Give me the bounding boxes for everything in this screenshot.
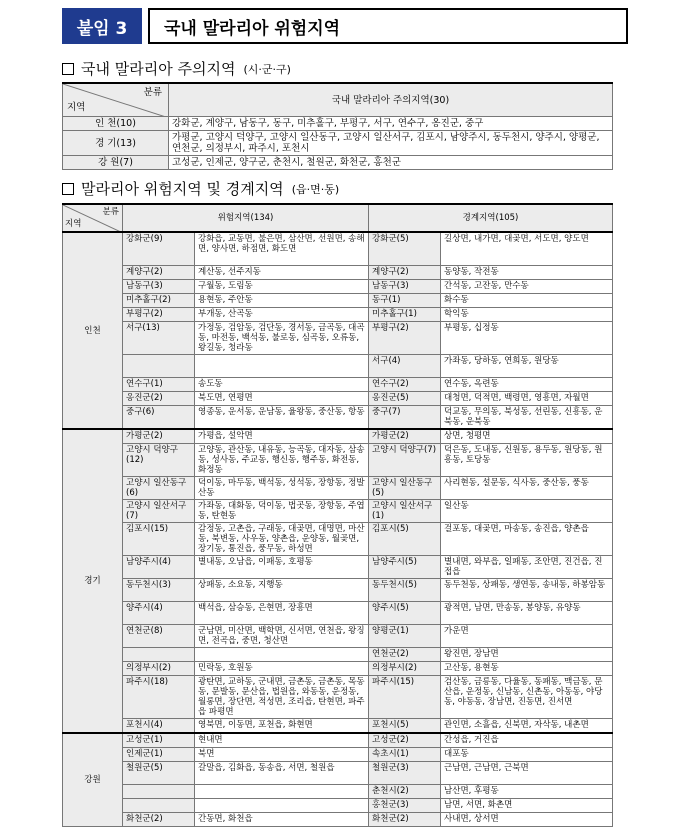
areas-cell: 일산동: [441, 500, 613, 523]
caution-col-header: 국내 말라리아 주의지역(30): [169, 83, 613, 117]
district-cell: 포천시(5): [369, 719, 441, 734]
table-row: [63, 676, 613, 719]
table-row: [63, 131, 613, 156]
areas-cell: 고양동, 관산동, 내유동, 능곡동, 대자동, 삼송동, 성사동, 주교동, 행신동, 행주동, 화전동, 화정동: [195, 444, 369, 477]
district-cell: 의정부시(2): [123, 662, 195, 676]
district-cell: 고성군(2): [369, 733, 441, 748]
areas-cell: 길상면, 내가면, 대곶면, 서도면, 양도면: [441, 232, 613, 266]
doc-header: [62, 8, 628, 44]
district-cell: 옹진군(2): [123, 392, 195, 406]
table-row: [63, 748, 613, 762]
district-cell: 고양시 일산동구(6): [123, 477, 195, 500]
table-row: [63, 762, 613, 785]
risk-col-header: 위험지역(134): [123, 204, 369, 232]
table-row: [63, 322, 613, 355]
areas-cell: 상면, 청평면: [441, 429, 613, 444]
district-cell: 연수구(2): [369, 378, 441, 392]
alert-col-header: 경계지역(105): [369, 204, 613, 232]
areas-cell: 덕이동, 마두동, 백석동, 성석동, 장항동, 정발산동: [195, 477, 369, 500]
district-cell: 고성군(1): [123, 733, 195, 748]
district-cell: 가평군(2): [369, 429, 441, 444]
areas-cell: 광탄면, 교하동, 군내면, 금촌동, 금촌동, 목동동, 문발동, 문산읍, 법원읍, 와동동, 운정동, 월롱면, 장단면, 적성면, 조리읍, 탄현면, 파주읍 파평면: [195, 676, 369, 719]
district-cell: 파주시(18): [123, 676, 195, 719]
region-cell: 경 기(13): [63, 131, 169, 156]
district-cell: 철원군(5): [123, 762, 195, 785]
district-cell: 고양시 덕양구(7): [369, 444, 441, 477]
areas-cell: 걸포동, 대곶면, 마송동, 송진읍, 양촌읍: [441, 523, 613, 556]
corner-bottom-label: 지역: [67, 102, 86, 113]
areas-cell: 가운면: [441, 625, 613, 648]
areas-cell: 간성읍, 거진읍: [441, 733, 613, 748]
checkbox-square-icon: [62, 183, 74, 195]
corner-top-label: 분류: [143, 87, 162, 98]
district-cell: 양주시(4): [123, 602, 195, 625]
areas-cell: [195, 355, 369, 378]
areas-cell: 대청면, 덕적면, 백령면, 영흥면, 자월면: [441, 392, 613, 406]
district-cell: 중구(6): [123, 406, 195, 430]
areas-cell: 화수동: [441, 294, 613, 308]
region-cell: 강 원(7): [63, 156, 169, 170]
areas-cell: 학익동: [441, 308, 613, 322]
caution-table-header: [63, 83, 613, 117]
district-cell: [123, 785, 195, 799]
areas-cell: 군남면, 미산면, 백학면, 신서면, 연천읍, 왕징면, 전곡읍, 중면, 청산면: [195, 625, 369, 648]
table-row: [63, 280, 613, 294]
table-row: [63, 662, 613, 676]
district-cell: [123, 648, 195, 662]
table-row: [63, 625, 613, 648]
district-cell: [123, 355, 195, 378]
areas-cell: 백석읍, 삼승동, 은현면, 장흥면: [195, 602, 369, 625]
district-cell: 고양시 일산서구(1): [369, 500, 441, 523]
district-cell: 서구(13): [123, 322, 195, 355]
district-cell: 계양구(2): [123, 266, 195, 280]
areas-cell: 덕은동, 도내동, 신원동, 용두동, 원당동, 원흥동, 토당동: [441, 444, 613, 477]
areas-cell: 민락동, 호원동: [195, 662, 369, 676]
areas-cell: 별내면, 와부읍, 일패동, 조안면, 진건읍, 진접읍: [441, 556, 613, 579]
caution-table: [62, 82, 613, 170]
attachment-badge: 붙임 3: [62, 8, 142, 44]
district-cell: 연천군(8): [123, 625, 195, 648]
table-row: [63, 378, 613, 392]
district-cell: 연수구(1): [123, 378, 195, 392]
table-row: [63, 406, 613, 430]
section1-heading: [62, 58, 291, 79]
district-cell: 미추홀구(2): [123, 294, 195, 308]
district-cell: 동두천시(5): [369, 579, 441, 602]
areas-cell: 용현동, 주안동: [195, 294, 369, 308]
table-row: [63, 444, 613, 477]
areas-cell: 왕진면, 장남면: [441, 648, 613, 662]
table-row: [63, 579, 613, 602]
areas-cell: 간동면, 화천읍: [195, 813, 369, 827]
areas-cell: 부개동, 산곡동: [195, 308, 369, 322]
region-cell: 인 천(10): [63, 117, 169, 131]
areas-cell: 강화군, 계양구, 남동구, 동구, 미추홀구, 부평구, 서구, 연수구, 옹진군, 중구: [169, 117, 613, 131]
areas-cell: 가평군, 고양시 덕양구, 고양시 일산동구, 고양시 일산서구, 김포시, 남양주시, 동두천시, 양주시, 양평군, 연천군, 의정부시, 파주시, 포천시: [169, 131, 613, 156]
district-cell: 남양주시(4): [123, 556, 195, 579]
areas-cell: [195, 799, 369, 813]
corner-top-label: 분류: [102, 207, 119, 217]
table-row: [63, 477, 613, 500]
areas-cell: 부평동, 십정동: [441, 322, 613, 355]
areas-cell: [195, 648, 369, 662]
table-row: [63, 799, 613, 813]
section2-heading: [62, 178, 339, 199]
areas-cell: 사내면, 상서면: [441, 813, 613, 827]
areas-cell: 남면, 서면, 화촌면: [441, 799, 613, 813]
district-cell: 남동구(3): [369, 280, 441, 294]
district-cell: 김포시(15): [123, 523, 195, 556]
district-cell: 고양시 덕양구(12): [123, 444, 195, 477]
district-cell: 남양주시(5): [369, 556, 441, 579]
areas-cell: 영북면, 이동면, 포천읍, 화현면: [195, 719, 369, 734]
areas-cell: 송도동: [195, 378, 369, 392]
areas-cell: 강화읍, 교동면, 불은면, 삼산면, 선원면, 송해면, 양사면, 하점면, 화도면: [195, 232, 369, 266]
table-row: [63, 719, 613, 734]
areas-cell: 가정동, 검암동, 검단동, 경서동, 금곡동, 대곡동, 마전동, 백석동, 불로동, 심곡동, 오류동, 왕길동, 청라동: [195, 322, 369, 355]
areas-cell: 갈말읍, 김화읍, 동송읍, 서면, 철원읍: [195, 762, 369, 785]
district-cell: 철원군(3): [369, 762, 441, 785]
district-cell: 파주시(15): [369, 676, 441, 719]
district-cell: 포천시(4): [123, 719, 195, 734]
areas-cell: 가좌동, 당하동, 연희동, 원당동: [441, 355, 613, 378]
areas-cell: [195, 785, 369, 799]
areas-cell: 북면: [195, 748, 369, 762]
district-cell: 인제군(1): [123, 748, 195, 762]
table-row: [63, 294, 613, 308]
areas-cell: 사리현동, 설문동, 식사동, 중산동, 풍동: [441, 477, 613, 500]
areas-cell: 동양동, 작전동: [441, 266, 613, 280]
district-cell: 옹진군(5): [369, 392, 441, 406]
areas-cell: 북도면, 연평면: [195, 392, 369, 406]
table-row: [63, 308, 613, 322]
region-cell: 경기: [63, 429, 123, 733]
table-row: [63, 648, 613, 662]
district-cell: [123, 799, 195, 813]
table-row: [63, 500, 613, 523]
areas-cell: 간석동, 고잔동, 만수동: [441, 280, 613, 294]
areas-cell: 관인면, 소흘읍, 신북면, 자삭동, 내촌면: [441, 719, 613, 734]
table-row: [63, 733, 613, 748]
district-cell: 양평군(1): [369, 625, 441, 648]
district-cell: 가평군(2): [123, 429, 195, 444]
areas-cell: 동두천동, 상패동, 생연동, 송내동, 하봉암동: [441, 579, 613, 602]
table-row: [63, 785, 613, 799]
areas-cell: 별내동, 오남읍, 이패동, 호평동: [195, 556, 369, 579]
district-cell: 연천군(2): [369, 648, 441, 662]
section2-subtitle: (읍·면·동): [291, 182, 340, 196]
areas-cell: 구월동, 도림동: [195, 280, 369, 294]
district-cell: 남동구(3): [123, 280, 195, 294]
risk-table-header: [63, 204, 613, 232]
table-row: [63, 813, 613, 827]
table-row: [63, 355, 613, 378]
district-cell: 부평구(2): [123, 308, 195, 322]
table-row: [63, 602, 613, 625]
areas-cell: 가좌동, 대화동, 덕이동, 법곳동, 장항동, 주엽동, 탄현동: [195, 500, 369, 523]
areas-cell: 고산동, 용현동: [441, 662, 613, 676]
district-cell: 미추홀구(1): [369, 308, 441, 322]
district-cell: 강화군(5): [369, 232, 441, 266]
areas-cell: 계산동, 선주지동: [195, 266, 369, 280]
areas-cell: 광적면, 남면, 만송동, 봉양동, 유양동: [441, 602, 613, 625]
district-cell: 계양구(2): [369, 266, 441, 280]
areas-cell: 남산면, 후평동: [441, 785, 613, 799]
region-cell: 강원: [63, 733, 123, 827]
district-cell: 서구(4): [369, 355, 441, 378]
table-row: [63, 156, 613, 170]
table-row: [63, 232, 613, 266]
areas-cell: 연수동, 옥련동: [441, 378, 613, 392]
section1-subtitle: (시·군·구): [243, 62, 291, 76]
table-row: [63, 392, 613, 406]
table-row: [63, 429, 613, 444]
region-cell: 인천: [63, 232, 123, 429]
table-row: [63, 556, 613, 579]
checkbox-square-icon: [62, 63, 74, 75]
district-cell: 화천군(2): [369, 813, 441, 827]
areas-cell: 근남면, 근남면, 근북면: [441, 762, 613, 785]
areas-cell: 영종동, 운서동, 운남동, 율왕동, 중산동, 항동: [195, 406, 369, 430]
district-cell: 고양시 일산동구(5): [369, 477, 441, 500]
areas-cell: 감정동, 고촌읍, 구래동, 대곶면, 대명면, 마산동, 북변동, 사우동, 양촌읍, 운양동, 월곶면, 장기동, 통진읍, 풍무동, 하성면: [195, 523, 369, 556]
district-cell: 부평구(2): [369, 322, 441, 355]
district-cell: 동두천시(3): [123, 579, 195, 602]
district-cell: 양주시(5): [369, 602, 441, 625]
district-cell: 속초시(1): [369, 748, 441, 762]
areas-cell: 덕교동, 무의동, 북성동, 선린동, 신흥동, 운북동, 운북동: [441, 406, 613, 430]
areas-cell: 현내면: [195, 733, 369, 748]
areas-cell: 상패동, 소요동, 지행동: [195, 579, 369, 602]
section1-title: 국내 말라리아 주의지역: [81, 60, 236, 78]
district-cell: 동구(1): [369, 294, 441, 308]
corner-cell: [63, 204, 123, 232]
areas-cell: 검산동, 금릉동, 다율동, 동패동, 맥금동, 문산읍, 운정동, 신남동, 신촌동, 아동동, 야당동, 야동동, 장남면, 진동면, 진서면: [441, 676, 613, 719]
district-cell: 홍천군(3): [369, 799, 441, 813]
section2-title: 말라리아 위험지역 및 경계지역: [81, 180, 284, 198]
district-cell: 춘천시(2): [369, 785, 441, 799]
areas-cell: 고성군, 인제군, 양구군, 춘천시, 철원군, 화천군, 홍천군: [169, 156, 613, 170]
district-cell: 화천군(2): [123, 813, 195, 827]
risk-table: [62, 203, 613, 827]
areas-cell: 대포동: [441, 748, 613, 762]
district-cell: 고양시 일산서구(7): [123, 500, 195, 523]
corner-cell: [63, 83, 169, 117]
doc-title: 국내 말라리아 위험지역: [148, 8, 628, 44]
table-row: [63, 117, 613, 131]
district-cell: 강화군(9): [123, 232, 195, 266]
areas-cell: 가평읍, 설악면: [195, 429, 369, 444]
corner-bottom-label: 지역: [65, 219, 82, 229]
district-cell: 의정부시(2): [369, 662, 441, 676]
table-row: [63, 523, 613, 556]
district-cell: 김포시(5): [369, 523, 441, 556]
table-row: [63, 266, 613, 280]
district-cell: 중구(7): [369, 406, 441, 430]
